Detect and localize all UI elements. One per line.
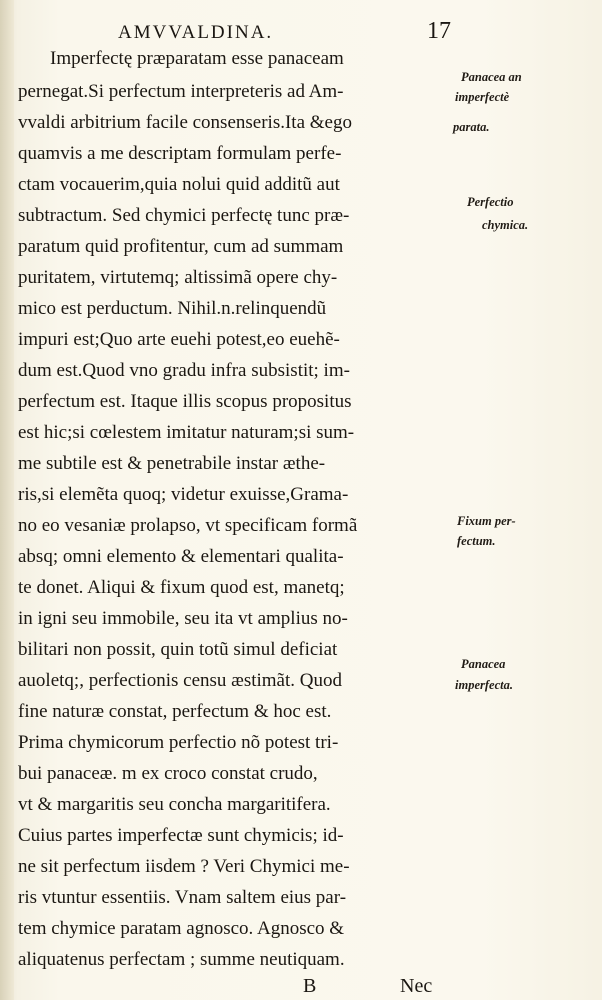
text-line: ris vtuntur essentiis. Vnam saltem eius par- <box>18 887 347 908</box>
text-line: quamvis a me descriptam formulam perfe- <box>18 143 342 164</box>
margin-note: fectum. <box>457 534 496 548</box>
text-line: ne sit perfectum iisdem ? Veri Chymici me- <box>18 856 350 877</box>
margin-note: Fixum per- <box>457 514 516 528</box>
text-line: perfectum est. Itaque illis scopus propositus <box>18 391 352 412</box>
text-line: pernegat.Si perfectum interpreteris ad Am- <box>18 81 344 102</box>
margin-note: Panacea <box>461 657 506 671</box>
running-title: AMVVALDINA. <box>118 22 274 43</box>
text-line: bilitari non possit, quin totũ simul deficiat <box>18 639 338 660</box>
margin-note: parata. <box>453 120 490 134</box>
text-line: vvaldi arbitrium facile consenseris.Ita &ego <box>18 112 352 133</box>
margin-note: Perfectio <box>467 195 514 209</box>
text-line: auoletq;, perfectionis censu æstimãt. Quod <box>18 670 342 691</box>
text-line: me subtile est & penetrabile instar æthe- <box>18 453 326 474</box>
page-number: 17 <box>427 18 451 44</box>
text-line: Cuius partes imperfectæ sunt chymicis; id- <box>18 825 344 846</box>
text-line: est hic;si cœlestem imitatur naturam;si sum- <box>18 422 355 443</box>
text-line: ris,si elemẽta quoq; videtur exuisse,Grama- <box>18 484 349 505</box>
text-line: vt & margaritis seu concha margaritifera. <box>18 794 331 815</box>
text-line: bui panaceæ. m ex croco constat crudo, <box>18 763 318 784</box>
text-line: tem chymice paratam agnosco. Agnosco & <box>18 918 345 939</box>
catchword: Nec <box>400 975 433 997</box>
text-line: aliquatenus perfectam ; summe neutiquam. <box>18 949 345 970</box>
text-line: te donet. Aliqui & fixum quod est, manetq; <box>18 577 345 598</box>
text-line: dum est.Quod vno gradu infra subsistit; im- <box>18 360 350 381</box>
text-line: in igni seu immobile, seu ita vt amplius no- <box>18 608 348 629</box>
text-line: Prima chymicorum perfectio nõ potest tri- <box>18 732 339 753</box>
text-line: Imperfectę præparatam esse panaceam <box>50 48 344 69</box>
text-line: puritatem, virtutemq; altissimã opere chy- <box>18 267 338 288</box>
text-line: subtractum. Sed chymici perfectę tunc præ- <box>18 205 350 226</box>
signature-mark: B <box>303 975 317 997</box>
text-line: paratum quid profitentur, cum ad summam <box>18 236 344 257</box>
text-line: no eo vesaniæ prolapso, vt specificam formã <box>18 515 358 536</box>
text-line: mico est perductum. Nihil.n.relinquendũ <box>18 298 327 319</box>
margin-note: imperfecta. <box>455 678 513 692</box>
text-line: fine naturæ constat, perfectum & hoc est. <box>18 701 332 722</box>
margin-note: imperfectè <box>455 90 510 104</box>
text-line: impuri est;Quo arte euehi potest,eo euehẽ- <box>18 329 340 350</box>
margin-note: chymica. <box>482 218 529 232</box>
margin-note: Panacea an <box>461 70 522 84</box>
text-line: ctam vocauerim,quia nolui quid additũ aut <box>18 174 340 195</box>
text-line: absq; omni elemento & elementari qualita- <box>18 546 344 567</box>
